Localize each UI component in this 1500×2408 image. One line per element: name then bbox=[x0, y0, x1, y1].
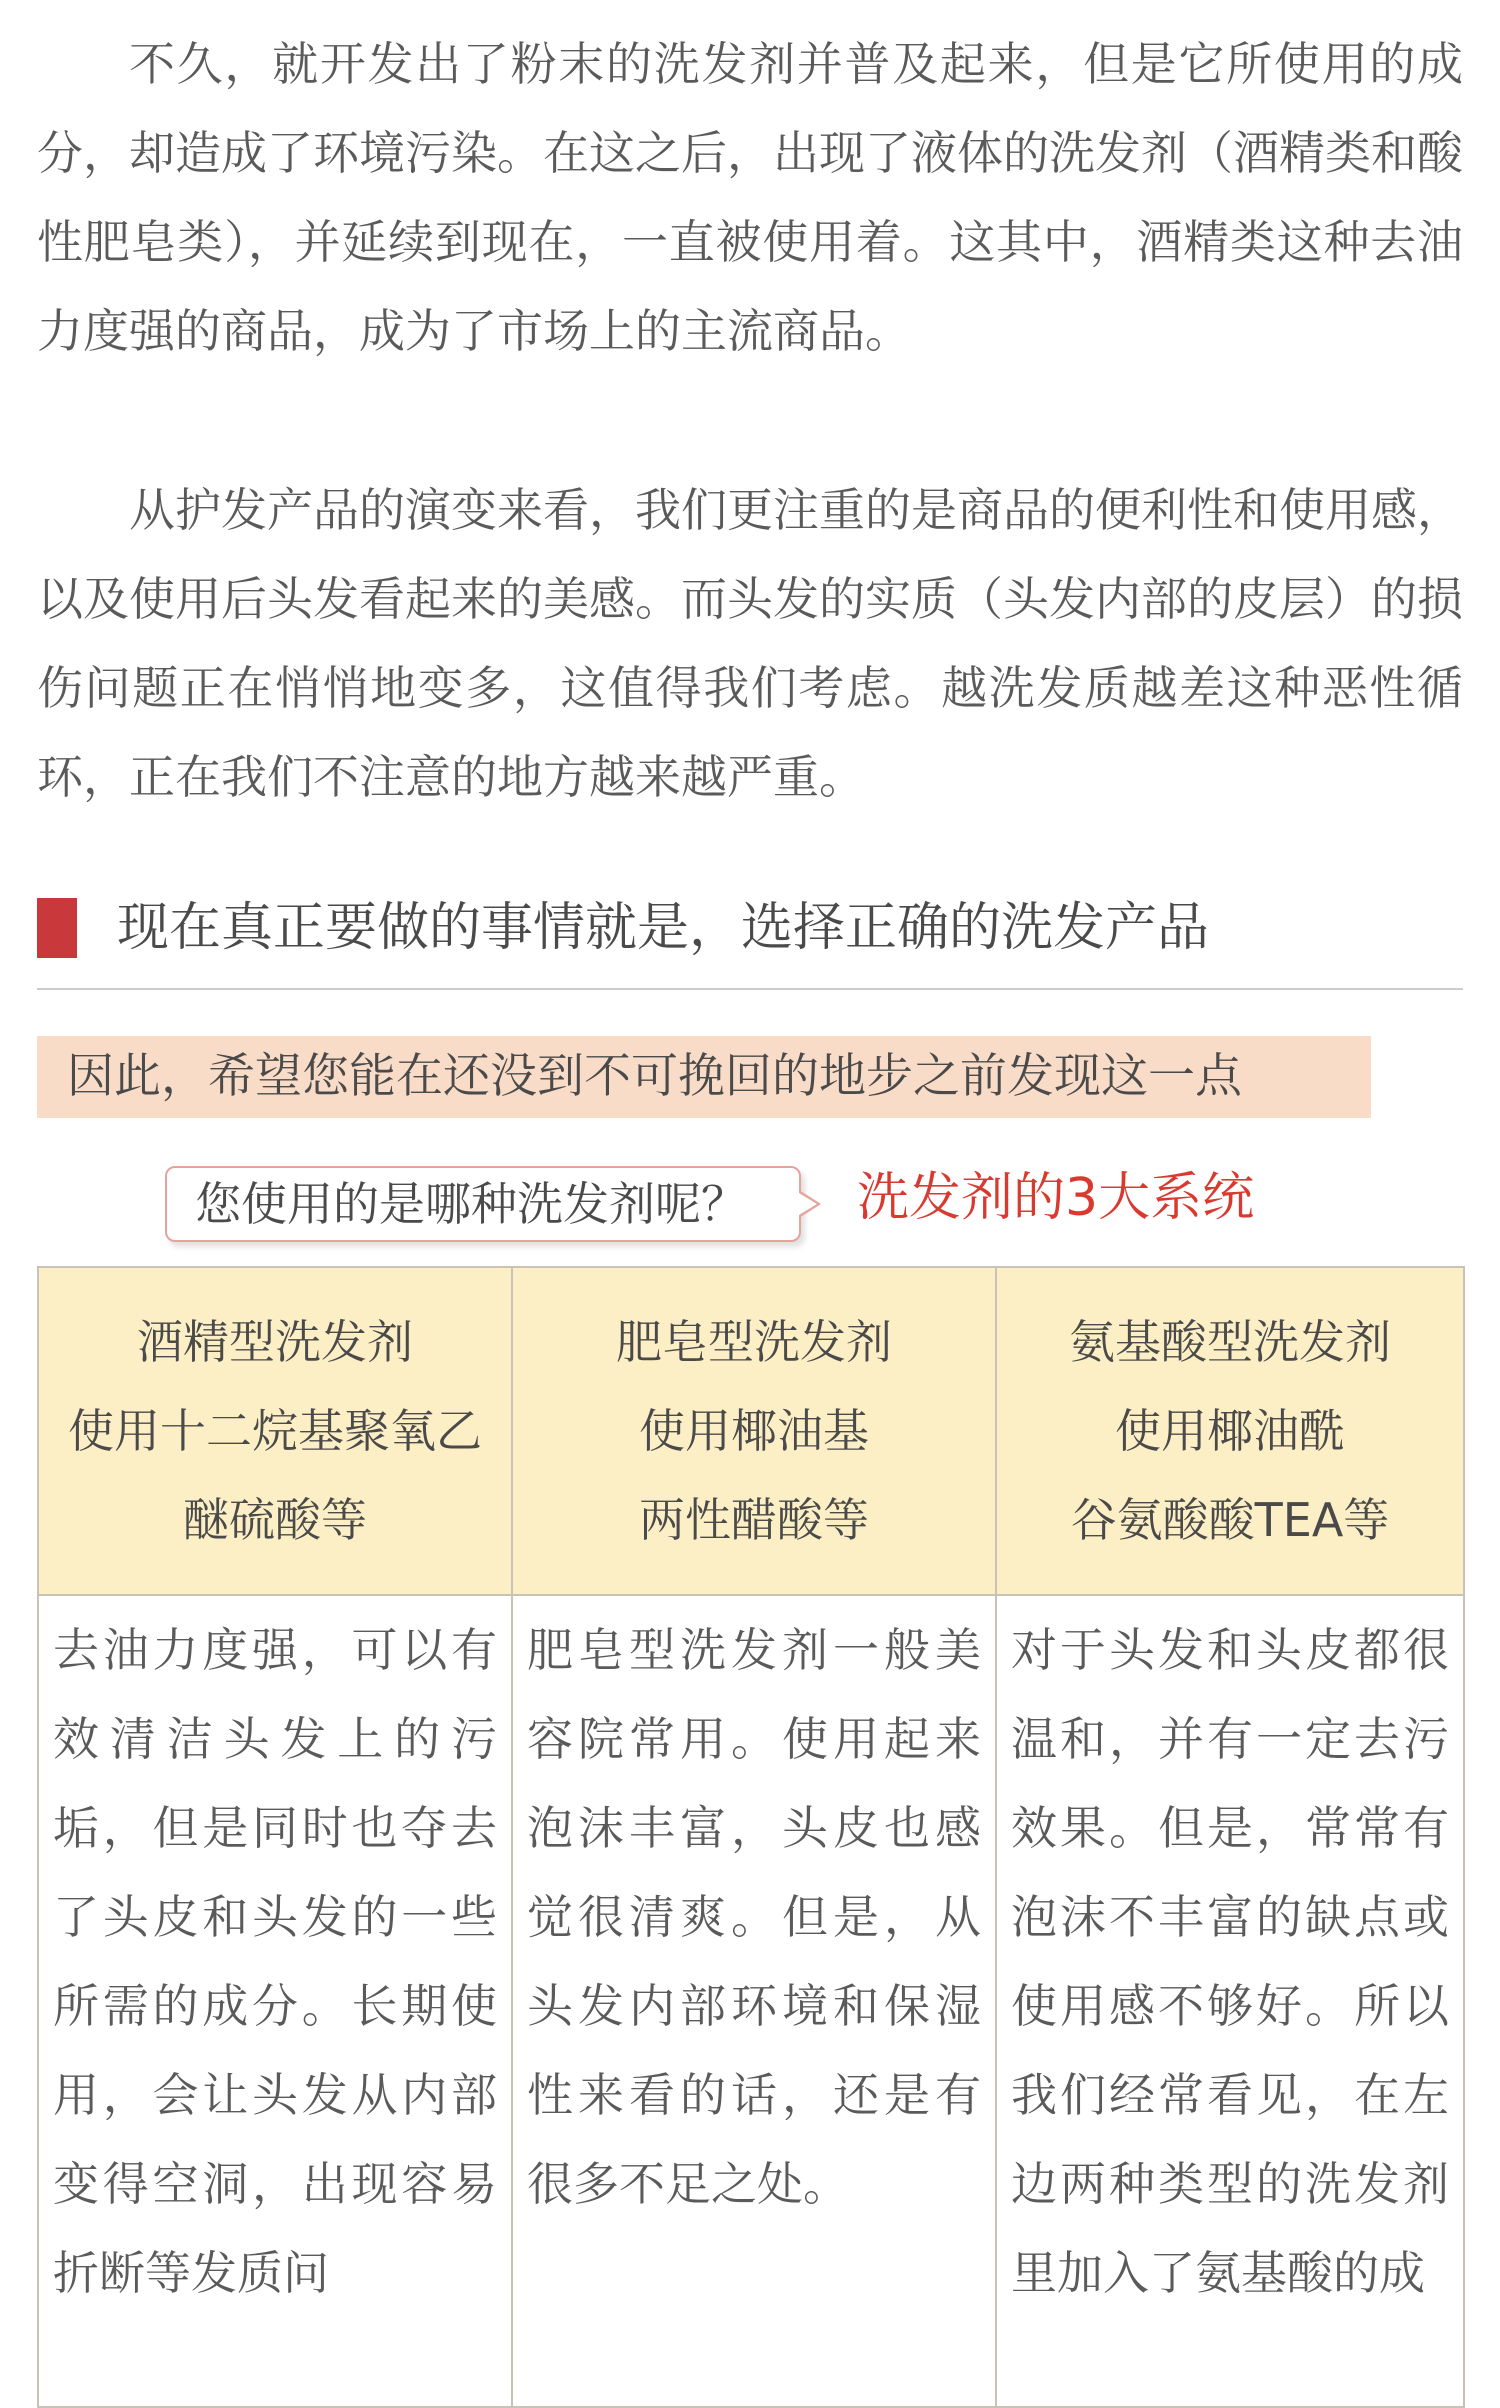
systems-caption: 洗发剂的3大系统 bbox=[857, 1168, 1255, 1228]
header-ingredient-cont: 醚硫酸等 bbox=[183, 1492, 367, 1547]
table-header-soap bbox=[512, 1267, 996, 1595]
question-bubble bbox=[165, 1166, 801, 1242]
header-type: 酒精型洗发剂 bbox=[137, 1314, 413, 1369]
highlight-banner bbox=[37, 1036, 1371, 1118]
bubble-tail-inner bbox=[799, 1193, 817, 1215]
table-header-alcohol bbox=[38, 1267, 512, 1595]
section-heading bbox=[37, 892, 1463, 990]
header-ingredient: 使用椰油酰 bbox=[1115, 1403, 1345, 1458]
table-cell-alcohol-description: 去油力度强，可以有效清洁头发上的污垢，但是同时也夺去了头皮和头发的一些所需的成分。长期使用，会让头发从内部变得空洞，出现容易折断等发质问 bbox=[38, 1595, 512, 2407]
paragraph-1: 不久，就开发出了粉末的洗发剂并普及起来，但是它所使用的成分，却造成了环境污染。在这之后，出现了液体的洗发剂（酒精类和酸性肥皂类），并延续到现在，一直被使用着。这其中，酒精类这种去油力度强的商品，成为了市场上的主流商品。 bbox=[37, 37, 1463, 358]
table-row bbox=[38, 1595, 1464, 2407]
header-type: 肥皂型洗发剂 bbox=[616, 1314, 892, 1369]
header-ingredient: 使用椰油基 bbox=[639, 1403, 869, 1458]
section-heading-text: 现在真正要做的事情就是，选择正确的洗发产品 bbox=[117, 898, 1210, 958]
header-ingredient-cont: 两性醋酸等 bbox=[639, 1492, 869, 1547]
article-page bbox=[37, 0, 1463, 2300]
paragraph-2: 从护发产品的演变来看，我们更注重的是商品的便利性和使用感，以及使用后头发看起来的美感。而头发的实质（头发内部的皮层）的损伤问题正在悄悄地变多，这值得我们考虑。越洗发质越差这种恶性循环，正在我们不注意的地方越来越严重。 bbox=[37, 483, 1463, 804]
highlight-text: 因此，希望您能在还没到不可挽回的地步之前发现这一点 bbox=[67, 1049, 1242, 1104]
question-bubble-text: 您使用的是哪种洗发剂呢？ bbox=[195, 1177, 747, 1231]
table-cell-soap-description: 肥皂型洗发剂一般美容院常用。使用起来泡沫丰富，头皮也感觉很清爽。但是，从头发内部环境和保湿性来看的话，还是有很多不足之处。 bbox=[512, 1595, 996, 2407]
header-type: 氨基酸型洗发剂 bbox=[1069, 1314, 1391, 1369]
table-cell-amino-acid-description: 对于头发和头皮都很温和，并有一定去污效果。但是，常常有泡沫不丰富的缺点或使用感不够好。所以我们经常看见，在左边两种类型的洗发剂里加入了氨基酸的成 bbox=[996, 1595, 1464, 2407]
shampoo-systems-table bbox=[37, 1266, 1465, 2408]
heading-accent-bar bbox=[37, 898, 77, 958]
header-ingredient-cont: 谷氨酸酸TEA等 bbox=[1070, 1492, 1390, 1547]
table-header-amino-acid bbox=[996, 1267, 1464, 1595]
table-header-row bbox=[38, 1267, 1464, 1595]
header-ingredient: 使用十二烷基聚氧乙 bbox=[68, 1403, 482, 1458]
